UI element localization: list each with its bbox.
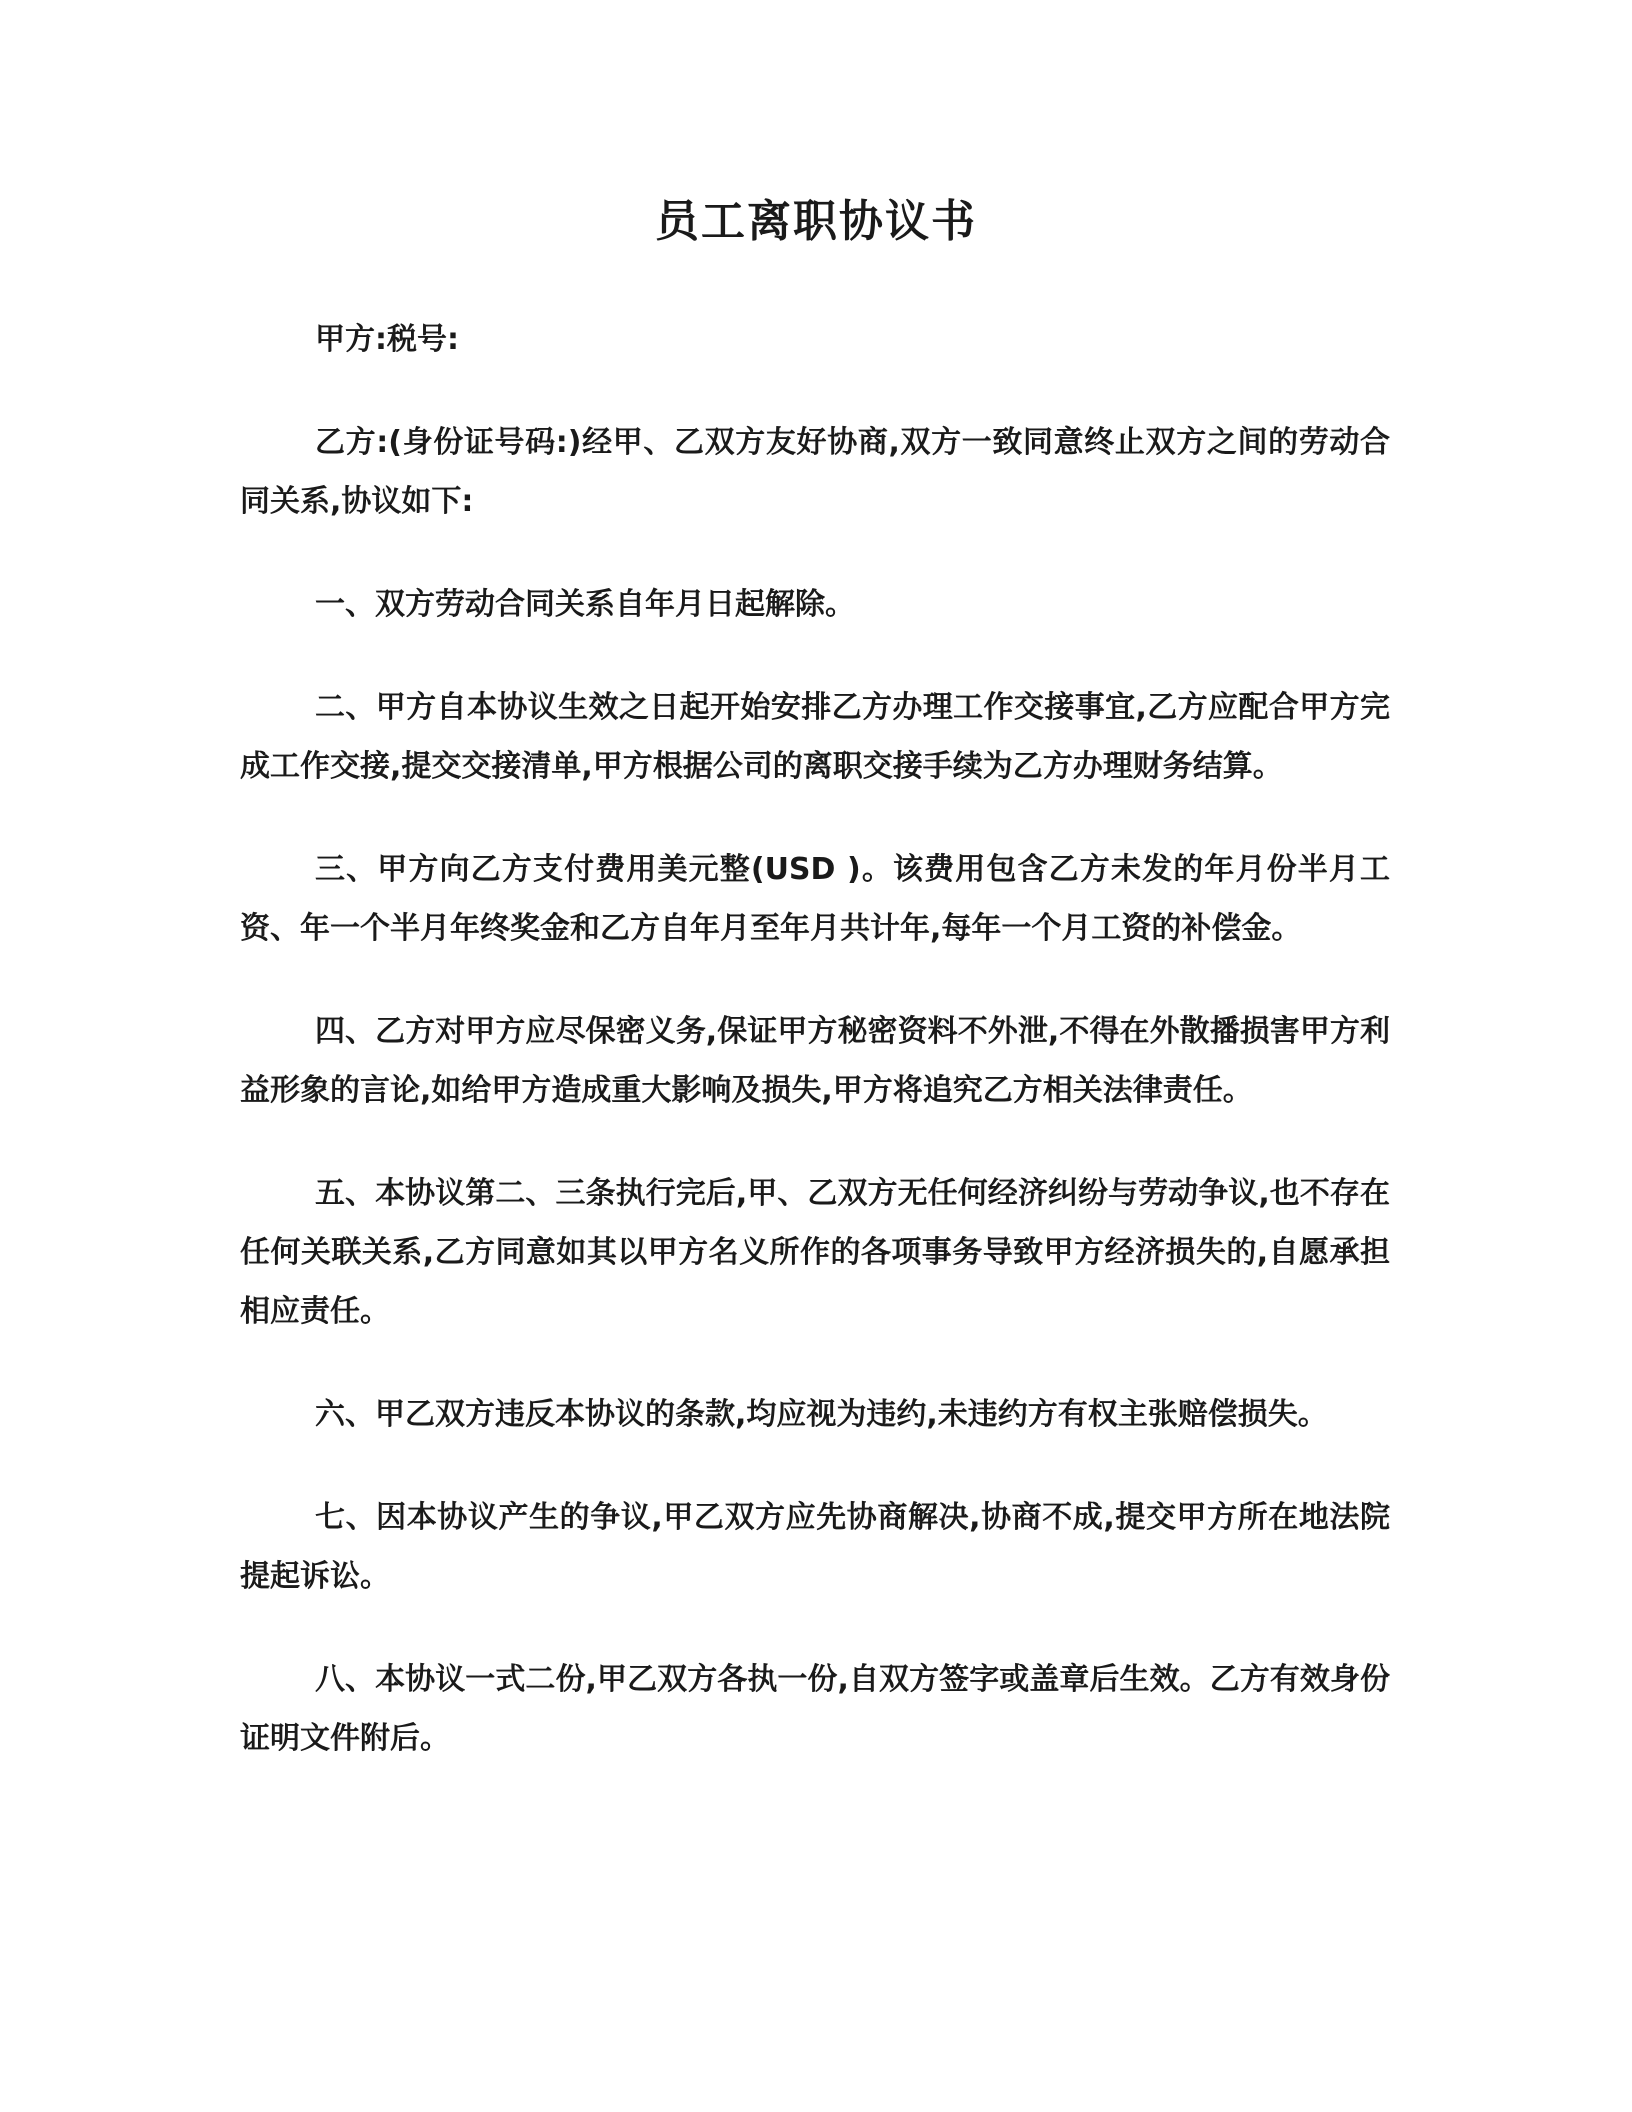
clause-8: 八、本协议一式二份,甲乙双方各执一份,自双方签字或盖章后生效。乙方有效身份证明文件附后。 [240,1662,1390,1756]
clause-1: 一、双方劳动合同关系自年月日起解除。 [315,587,855,622]
party-a-line: 甲方:税号: [315,322,459,357]
document-title: 员工离职协议书 [655,196,977,247]
clause-4: 四、乙方对甲方应尽保密义务,保证甲方秘密资料不外泄,不得在外散播损害甲方利益形象的言论,如给甲方造成重大影响及损失,甲方将追究乙方相关法律责任。 [240,1014,1390,1108]
party-b-intro: 乙方:(身份证号码:)经甲、乙双方友好协商,双方一致同意终止双方之间的劳动合同关系,协议如下: [240,425,1390,519]
clause-2: 二、甲方自本协议生效之日起开始安排乙方办理工作交接事宜,乙方应配合甲方完成工作交接,提交交接清单,甲方根据公司的离职交接手续为乙方办理财务结算。 [240,690,1390,784]
clause-3: 三、甲方向乙方支付费用美元整(USD )。该费用包含乙方未发的年月份半月工资、年一个半月年终奖金和乙方自年月至年月共计年,每年一个月工资的补偿金。 [240,852,1390,946]
document-body [240,310,1390,1812]
clause-6: 六、甲乙双方违反本协议的条款,均应视为违约,未违约方有权主张赔偿损失。 [315,1397,1328,1432]
clause-5: 五、本协议第二、三条执行完后,甲、乙双方无任何经济纠纷与劳动争议,也不存在任何关联关系,乙方同意如其以甲方名义所作的各项事务导致甲方经济损失的,自愿承担相应责任。 [240,1176,1390,1329]
clause-7: 七、因本协议产生的争议,甲乙双方应先协商解决,协商不成,提交甲方所在地法院提起诉讼。 [240,1500,1390,1594]
